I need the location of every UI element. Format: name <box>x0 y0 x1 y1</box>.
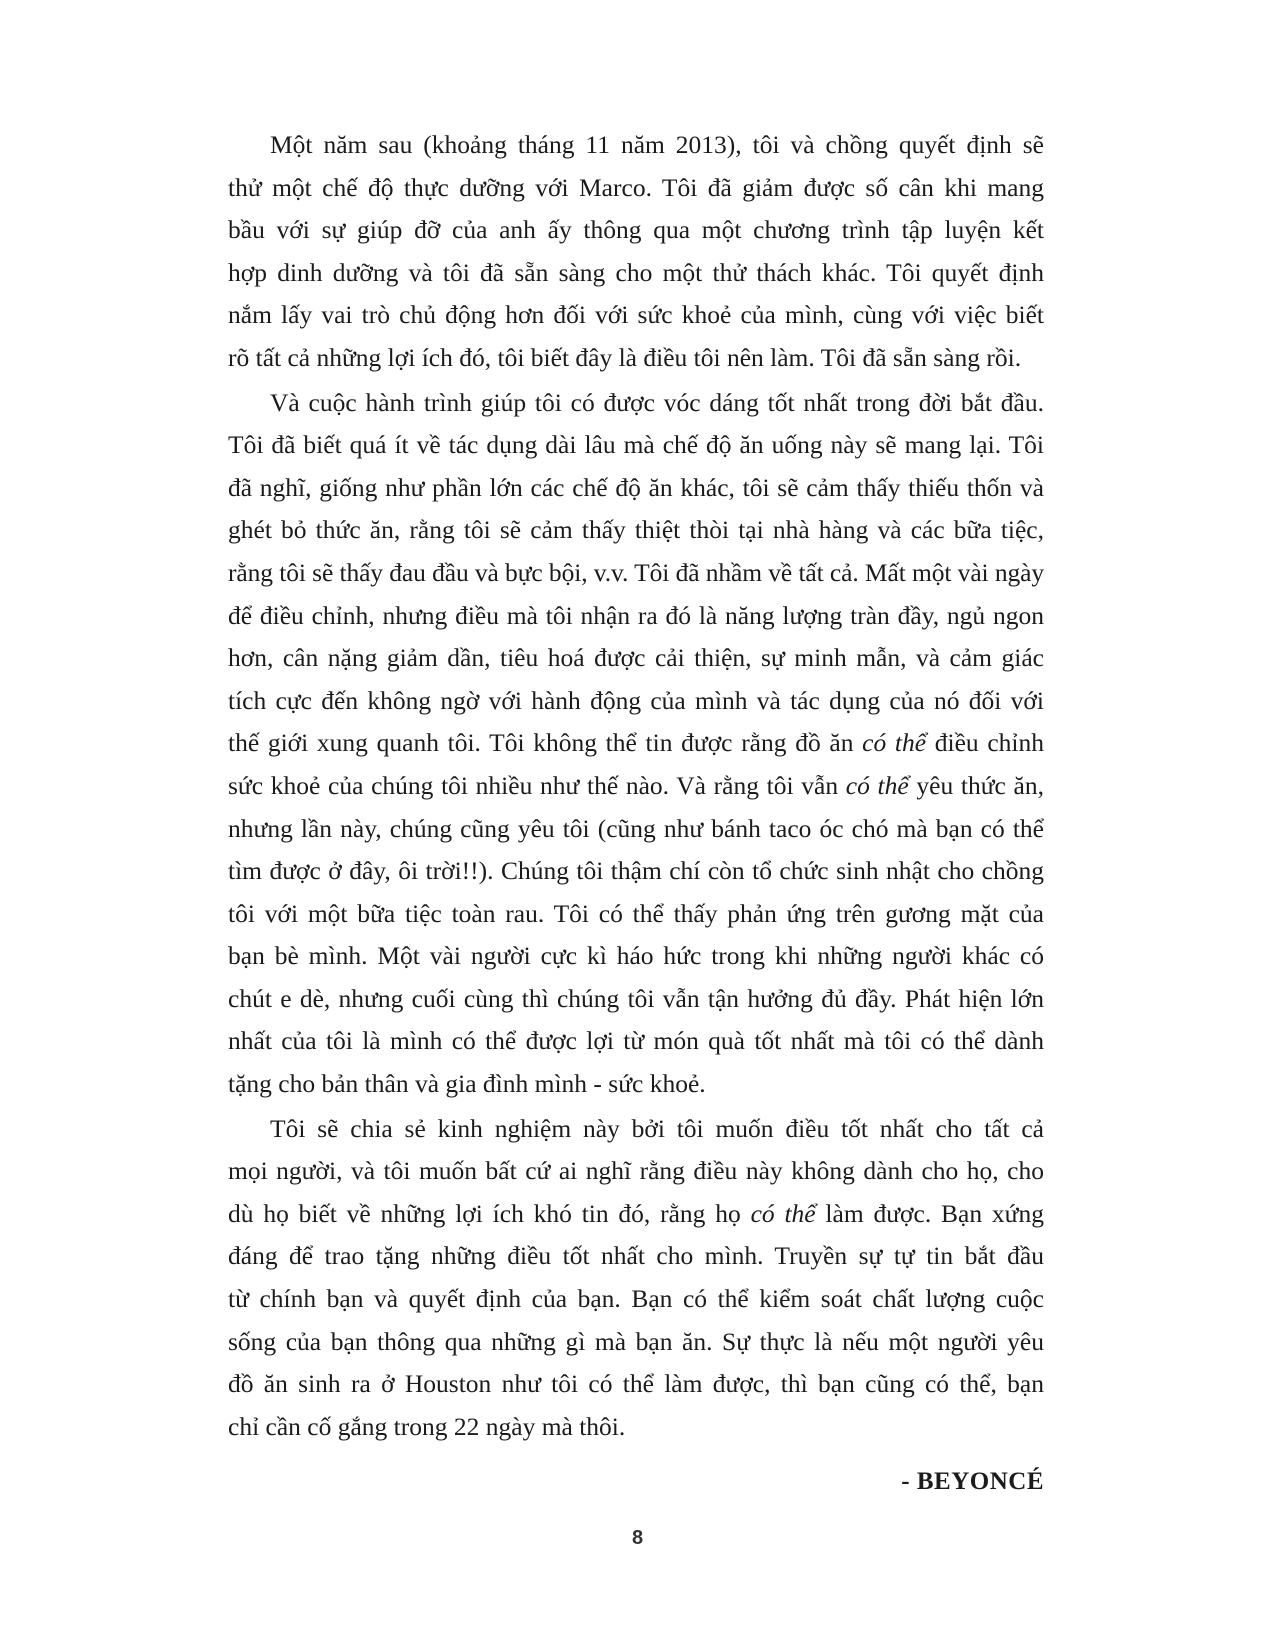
text-line: Một năm sau (khoảng tháng 11 năm 2013), tôi và chồng quyết định sẽ <box>270 130 1044 159</box>
page-body <box>228 124 1044 1450</box>
text-line: Và cuộc hành trình giúp tôi có được vóc dáng tốt nhất trong đời bắt đầu. <box>270 387 1044 417</box>
text-line: tìm được ở đây, ôi trời!!). Chúng tôi thậm chí còn tổ chức sinh nhật cho chồng <box>228 856 1044 886</box>
text-line: tôi với một bữa tiệc toàn rau. Tôi có thể thấy phản ứng trên gương mặt của <box>228 898 1044 928</box>
page-number: 8 <box>631 1527 644 1549</box>
author-signature: - BEYONCÉ <box>901 1468 1044 1495</box>
text-segment: điều chỉnh <box>926 728 1044 758</box>
text-line: Tôi đã biết quá ít về tác dụng dài lâu mà chế độ ăn uống này sẽ mang lại. Tôi <box>228 430 1044 460</box>
text-line: hợp dinh dưỡng và tôi đã sẵn sàng cho một thử thách khác. Tôi quyết định <box>228 257 1044 287</box>
text-line: tặng cho bản thân và gia đình mình - sức khoẻ. <box>228 1069 706 1099</box>
text-line-with-italic <box>228 722 1044 765</box>
text-line: bạn bè mình. Một vài người cực kì háo hức trong khi những người khác có <box>228 941 1044 971</box>
text-segment: làm được. Bạn xứng <box>815 1198 1044 1228</box>
text-segment: dù họ biết về những lợi ích khó tin đó, rằng họ <box>228 1198 751 1228</box>
text-line: chút e dè, nhưng cuối cùng thì chúng tôi vẫn tận hưởng đủ đầy. Phát hiện lớn <box>228 983 1044 1013</box>
text-line: đồ ăn sinh ra ở Houston như tôi có thể làm được, thì bạn cũng có thể, bạn <box>228 1369 1044 1399</box>
text-line: chỉ cần cố gắng trong 22 ngày mà thôi. <box>228 1411 626 1441</box>
text-line: nhất của tôi là mình có thể được lợi từ món quà tốt nhất mà tôi có thể dành <box>228 1026 1044 1056</box>
italic-emphasis: có thể <box>845 770 909 800</box>
text-line: từ chính bạn và quyết định của bạn. Bạn có thể kiểm soát chất lượng cuộc <box>228 1284 1044 1314</box>
paragraph-1 <box>228 124 1044 380</box>
text-line: hơn, cân nặng giảm dần, tiêu hoá được cải thiện, sự minh mẫn, và cảm giác <box>228 643 1044 673</box>
text-line: mọi người, và tôi muốn bất cứ ai nghĩ rằng điều này không dành cho họ, cho <box>228 1156 1044 1186</box>
italic-emphasis: có thể <box>862 728 927 758</box>
text-line-with-italic <box>228 1193 1044 1236</box>
text-line: tích cực đến không ngờ với hành động của mình và tác dụng của nó đối với <box>228 685 1044 715</box>
paragraph-3 <box>228 1108 1044 1449</box>
text-line: để điều chỉnh, nhưng điều mà tôi nhận ra đó là năng lượng tràn đầy, ngủ ngon <box>228 600 1044 630</box>
text-line-with-italic <box>228 765 1044 808</box>
text-segment: sức khoẻ của chúng tôi nhiều như thế nào. Và rằng tôi vẫn <box>228 770 846 800</box>
text-line: rõ tất cả những lợi ích đó, tôi biết đây là điều tôi nên làm. Tôi đã sẵn sàng rồi. <box>228 342 1022 372</box>
text-line: Tôi sẽ chia sẻ kinh nghiệm này bởi tôi muốn điều tốt nhất cho tất cả <box>270 1113 1044 1143</box>
text-line: đáng để trao tặng những điều tốt nhất cho mình. Truyền sự tự tin bắt đầu <box>228 1241 1044 1271</box>
text-line: nắm lấy vai trò chủ động hơn đối với sức khoẻ của mình, cùng với việc biết <box>228 300 1044 330</box>
text-line: sống của bạn thông qua những gì mà bạn ăn. Sự thực là nếu một người yêu <box>228 1326 1044 1356</box>
text-segment: thế giới xung quanh tôi. Tôi không thể tin được rằng đồ ăn <box>228 728 863 758</box>
text-line: bầu với sự giúp đỡ của anh ấy thông qua một chương trình tập luyện kết <box>228 215 1044 245</box>
paragraph-2 <box>228 382 1044 1106</box>
text-line: ghét bỏ thức ăn, rằng tôi sẽ cảm thấy thiệt thòi tại nhà hàng và các bữa tiệc, <box>228 515 1044 545</box>
text-line: đã nghĩ, giống như phần lớn các chế độ ăn khác, tôi sẽ cảm thấy thiếu thốn và <box>228 472 1044 502</box>
text-line: thử một chế độ thực dưỡng với Marco. Tôi đã giảm được số cân khi mang <box>228 172 1044 202</box>
text-segment: yêu thức ăn, <box>908 770 1044 800</box>
text-line: nhưng lần này, chúng cũng yêu tôi (cũng như bánh taco óc chó mà bạn có thể <box>228 813 1044 843</box>
text-line: rằng tôi sẽ thấy đau đầu và bực bội, v.v. Tôi đã nhầm về tất cả. Mất một vài ngày <box>228 557 1044 587</box>
italic-emphasis: có thể <box>750 1198 816 1228</box>
